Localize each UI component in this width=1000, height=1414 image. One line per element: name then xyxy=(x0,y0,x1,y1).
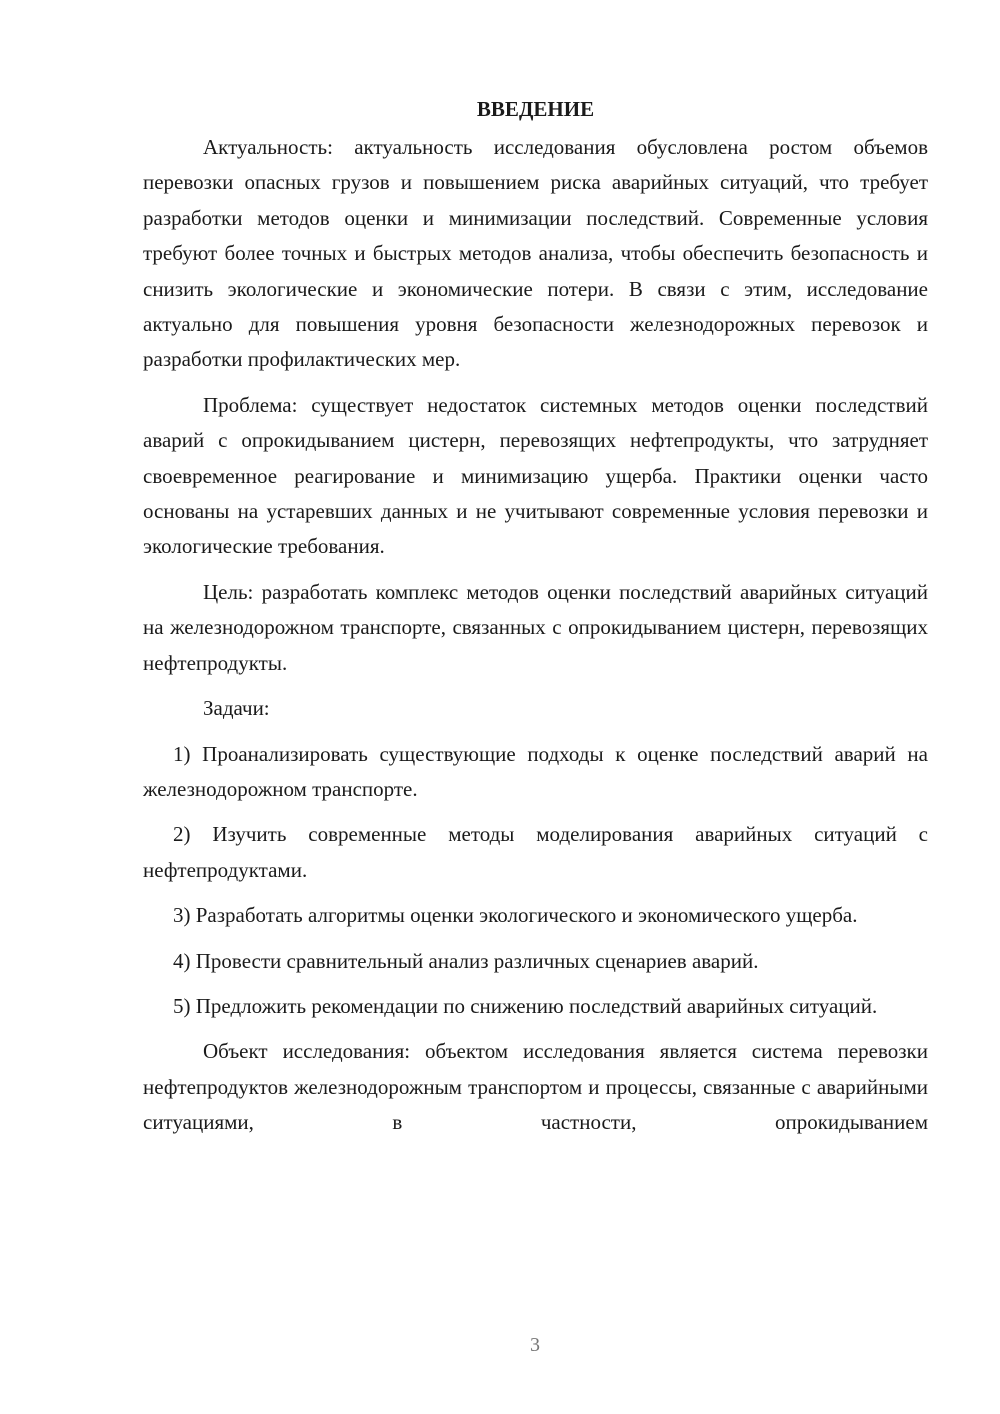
task-item-2: 2) Изучить современные методы моделирования аварийных ситуаций с нефтепродуктами. xyxy=(143,822,928,882)
section-title: ВВЕДЕНИЕ xyxy=(476,97,595,121)
paragraph-goal: Цель: разработать комплекс методов оценки последствий аварийных ситуаций на железнодорожном транспорте, связанных с опрокидыванием цистерн, перевозящих нефтепродукты. xyxy=(143,579,928,675)
paragraph-object: Объект исследования: объектом исследования является система перевозки нефтепродуктов железнодорожным транспортом и процессы, связанные с аварийными ситуациями, в частности, опрокидыванием xyxy=(143,1039,928,1135)
task-item-3: 3) Разработать алгоритмы оценки экологического и экономического ущерба. xyxy=(173,903,858,928)
task-item-1: 1) Проанализировать существующие подходы к оценке последствий аварий на железнодорожном транспорте. xyxy=(143,741,928,801)
tasks-label: Задачи: xyxy=(203,696,270,721)
paragraph-problem: Проблема: существует недостаток системных методов оценки последствий аварий с опрокидыванием цистерн, перевозящих нефтепродукты, что затрудняет своевременное реагирование и минимизацию ущерба. Практики оценки часто основаны на устаревших данных и не учитывают современные условия перевозки и экологические требования. xyxy=(143,392,928,559)
page-number: 3 xyxy=(530,1334,540,1356)
task-item-5: 5) Предложить рекомендации по снижению последствий аварийных ситуаций. xyxy=(173,993,878,1018)
task-item-4: 4) Провести сравнительный анализ различных сценариев аварий. xyxy=(173,948,759,973)
paragraph-relevance: Актуальность: актуальность исследования обусловлена ростом объемов перевозки опасных грузов и повышением риска аварийных ситуаций, что требует разработки методов оценки и минимизации последствий. Современные условия требуют более точных и быстрых методов анализа, чтобы обеспечить безопасность и снизить экологические и экономические потери. В связи с этим, исследование актуально для повышения уровня безопасности железнодорожных перевозок и разработки профилактических мер. xyxy=(143,135,928,372)
